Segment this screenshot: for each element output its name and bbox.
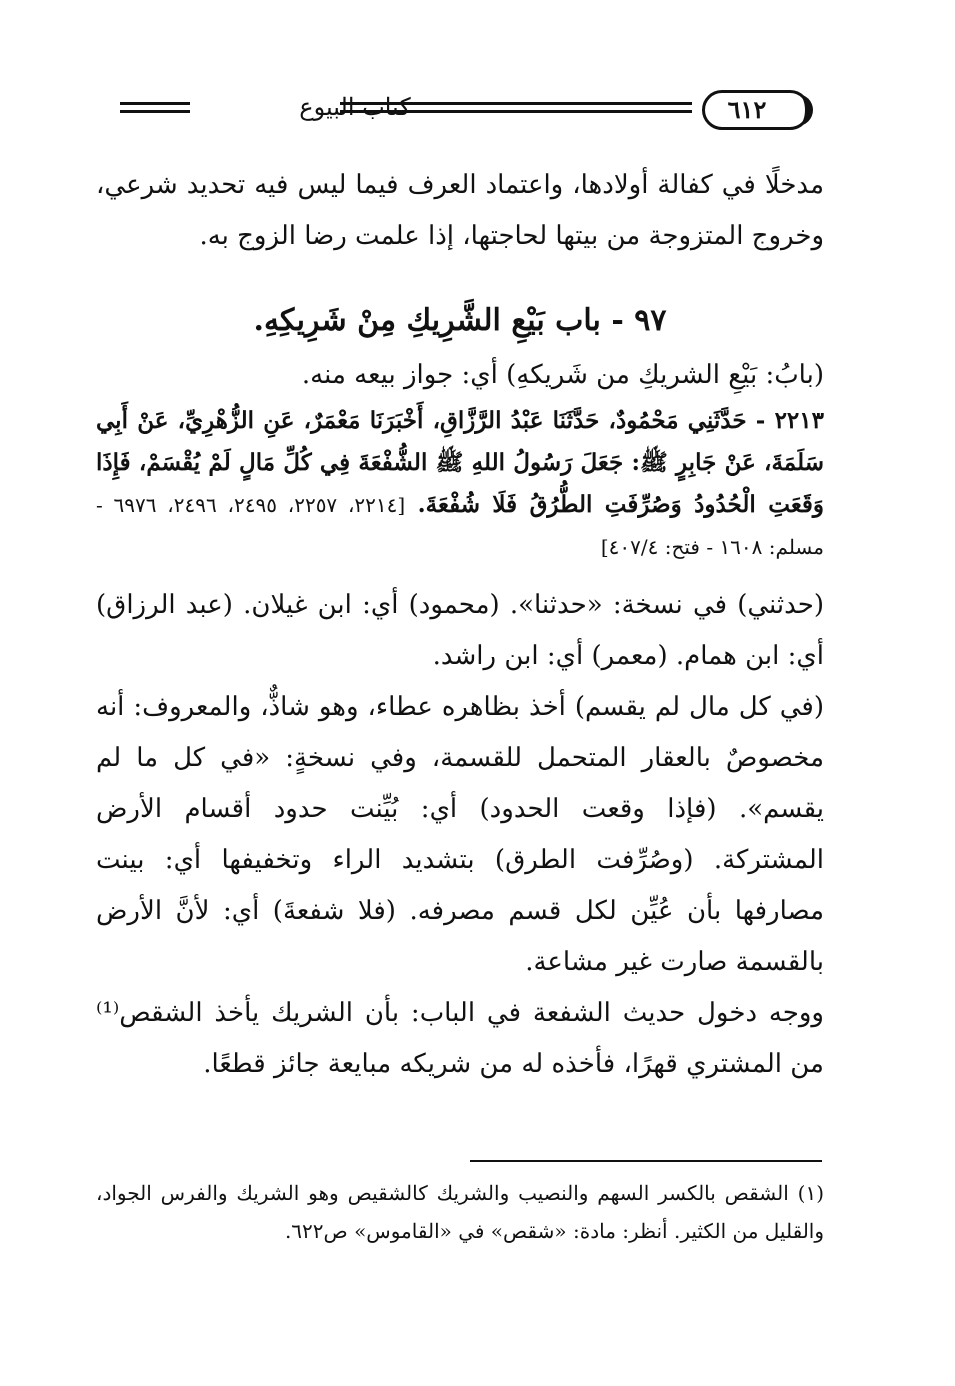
header-rule [340,110,692,113]
hadith-block [96,400,824,568]
hadith-references: [٢٢١٤، ٢٢٥٧، ٢٤٩٥، ٢٤٩٦، ٦٩٧٦ - مسلم: ١٦٠٨ - فتح: ٤٠٧/٤] [96,493,824,559]
footnote-block [96,1174,824,1250]
chapter-subtitle-block [96,350,824,401]
footnote-text: (١) الشقص بالكسر السهم والنصيب والشريك كالشقيص وهو الشريك والفرس الجواد، والقليل من الكثير. أنظر: مادة: «شقص» في «القاموس» ص٦٢٢. [96,1181,824,1243]
page-number: ٦١٢ [727,95,767,124]
book-title: كتاب البيوع [299,93,411,121]
page-number-badge [702,90,810,130]
running-header [100,90,820,142]
chapter-subtitle: (بابُ: بَيْعِ الشريكِ من شَريكهِ) أي: جواز بيعه منه. [301,360,824,390]
commentary-paragraph: ووجه دخول حديث الشفعة في الباب: بأن الشريك يأخذ الشقص⁽¹⁾ من المشتري قهرًا، فأخذه له من شريكه مبايعة جائز قطعًا. [96,998,824,1079]
header-rule [340,102,692,105]
header-rule [120,102,190,105]
chapter-heading: ٩٧ - باب بَيْعِ الشَّرِيكِ مِنْ شَرِيكِهِ. [253,303,667,338]
hadith-text [96,400,824,568]
intro-paragraph: مدخلًا في كفالة أولادها، واعتماد العرف فيما ليس فيه تحديد شرعي، وخروج المتزوجة من بيتها لحاجتها، إذا علمت رضا الزوج به. [96,170,824,251]
commentary-paragraph: (في كل مال لم يقسم) أخذ بظاهره عطاء، وهو شاذٌّ، والمعروف: أنه مخصوصٌ بالعقار المتحمل للقسمة، وفي نسخةٍ: «في كل ما لم يقسم». (فإذا وقعت الحدود) أي: بُيِّنت حدود أقسام الأرض المشتركة. (وصُرِّفت الطرق) بتشديد الراء وتخفيفها أي: بينت مصارفها بأن عُيِّن لكل قسم مصرفه. (فلا شفعةَ) أي: لأنَّ الأرض بالقسمة صارت غير مشاعة. [96,692,824,977]
commentary-paragraph: (حدثني) في نسخة: «حدثنا». (محمود) أي: ابن غيلان. (عبد الرزاق) أي: ابن همام. (معمر) أي: ابن راشد. [96,590,824,671]
hadith-body: ٢٢١٣ - حَدَّثَنِي مَحْمُودٌ، حَدَّثَنَا عَبْدُ الرَّزَّاقِ، أَخْبَرَنَا مَعْمَرٌ، عَنِ الزُّهْرِيِّ، عَنْ أَبِي سَلَمَةَ، عَنْ جَابِرٍ ﷺ: جَعَلَ رَسُولُ اللهِ ﷺ الشُّفْعَةَ فِي كُلِّ مَالٍ لَمْ يُقْسَمْ، فَإِذَا وَقَعَتِ الْحُدُودُ وَصُرِّفَتِ الطُّرُقُ فَلَا شُفْعَةَ. [96,407,825,518]
commentary-block [96,580,824,1090]
footnote-rule [470,1160,822,1162]
intro-text [96,160,824,262]
header-rule [120,110,190,113]
